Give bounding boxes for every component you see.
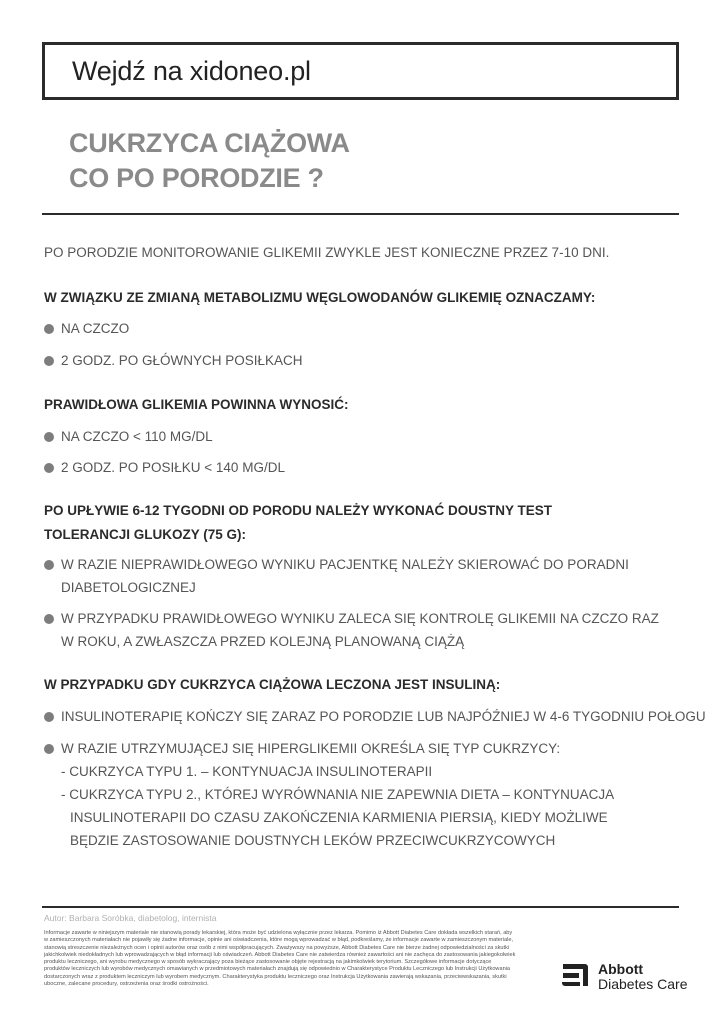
list-item: INSULINOTERAPIĘ KOŃCZY SIĘ ZARAZ PO PORODZIE LUB NAJPÓŹNIEJ W 4-6 TYGODNIU POŁOGU: [44, 705, 706, 728]
bottom-divider: [42, 906, 679, 908]
bullet-icon: [44, 356, 54, 366]
logo-brand-text: Abbott: [598, 961, 644, 977]
disclaimer-text: Informacje zawarte w niniejszym materiale nie stanowią porady lekarskiej, która może być udzielona wyłącznie przez lekarza. Pomimo iż Abbott Diabetes Care dokłada wszelkich starań, aby w zamieszczonych materiałach nie pojawiły się żadne informacje, opinie ani oświadczenia, które mogą wprowadzać w błąd, podkreślamy, że informacje zawarte w zamieszczonym materiale, stanowią streszczenie niezależnych ocen i opinii autorów oraz osób z nimi współpracujących. Zważywszy na powyższe, Abbott Diabetes Care nie bierze żadnej odpowiedzialności za skutki jakichkolwiek niedokładnych lub wprowadzających w błąd informacji lub oświadczeń. Abbott Diabetes Care nie zatwierdza również zawartości ani nie zachęca do zastosowania jakiegokolwiek produktu leczniczego, ani wyrobu medycznego w sposób wykraczający poza bieżące zastosowanie objęte rejestracją na jakimkolwiek terytorium. Szczegółowe informacje dotyczące produktów leczniczych lub wyrobów medycznych omawianych w przedmiotowych materiałach znajdują się odpowiednio w Charakterystyce Produktu Leczniczego lub Instrukcji Użytkowania dostarczonych wraz z produktem leczniczym lub wyrobem medycznym. Charakterystyka produktu leczniczego oraz Instrukcja Użytkowania zawierają wskazania, przeciwwskazania, skutki uboczne, zalecane procedury, ostrzeżenia oraz środki ostrożności.: [44, 930, 516, 988]
section4-heading: W PRZYPADKU GDY CUKRZYCA CIĄŻOWA LECZONA JEST INSULINĄ:: [44, 677, 501, 692]
list-item: W RAZIE NIEPRAWIDŁOWEGO WYNIKU PACJENTKĘ NALEŻY SKIEROWAĆ DO PORADNI DIABETOLOGICZNEJ: [44, 553, 629, 599]
list-item: W RAZIE UTRZYMUJĄCEJ SIĘ HIPERGLIKEMII OKREŚLA SIĘ TYP CUKRZYCY: - CUKRZYCA TYPU 1. – KONTYNUACJA INSULINOTERAPII - CUKRZYCA TYPU 2., KTÓREJ WYRÓWNANIA NIE ZAPEWNIA DIETA – KONTYNUACJA INSULINOTERAPII DO CZASU ZAKOŃCZENIA KARMIENIA PIERSIĄ, KIEDY MOŻLIWE BĘDZIE ZASTOSOWANIE DOUSTNYCH LEKÓW PRZECIWCUKRZYCOWYCH: [44, 737, 614, 852]
header-url-text: Wejdź na xidoneo.pl: [72, 56, 311, 86]
logo-sub-text: Diabetes Care: [598, 976, 688, 992]
title-line-1: CUKRZYCA CIĄŻOWA: [69, 128, 350, 158]
section1-heading: W ZWIĄZKU ZE ZMIANĄ METABOLIZMU WĘGLOWODANÓW GLIKEMIĘ OZNACZAMY:: [44, 290, 596, 305]
list-item: W PRZYPADKU PRAWIDŁOWEGO WYNIKU ZALECA SIĘ KONTROLĘ GLIKEMII NA CZCZO RAZ W ROKU, A ZWŁASZCZA PRZED KOLEJNĄ PLANOWANĄ CIĄŻĄ: [44, 607, 659, 653]
title-line-2: CO PO PORODZIE ?: [69, 163, 324, 193]
bullet-icon: [44, 560, 54, 570]
list-item: 2 GODZ. PO POSIŁKU < 140 MG/DL: [44, 456, 285, 479]
list-item: 2 GODZ. PO GŁÓWNYCH POSIŁKACH: [44, 349, 303, 372]
bullet-icon: [44, 432, 54, 442]
section3-heading: PO UPŁYWIE 6-12 TYGODNI OD PORODU NALEŻY WYKONAĆ DOUSTNY TEST TOLERANCJI GLUKOZY (75 G):: [44, 503, 553, 542]
list-item: NA CZCZO: [44, 317, 129, 340]
bullet-icon: [44, 463, 54, 473]
top-divider: [42, 213, 679, 215]
page-title: [69, 126, 350, 196]
abbott-logo: [560, 960, 690, 996]
bullet-icon: [44, 712, 54, 722]
list-item: NA CZCZO < 110 MG/DL: [44, 425, 213, 448]
section2-heading: PRAWIDŁOWA GLIKEMIA POWINNA WYNOSIĆ:: [44, 397, 349, 412]
bullet-icon: [44, 614, 54, 624]
intro-text: PO PORODZIE MONITOROWANIE GLIKEMII ZWYKLE JEST KONIECZNE PRZEZ 7-10 DNI.: [44, 245, 610, 260]
bullet-icon: [44, 744, 54, 754]
abbott-logo-icon: [560, 960, 590, 990]
bullet-icon: [44, 324, 54, 334]
author-credit: Autor: Barbara Soróbka, diabetolog, internista: [44, 913, 217, 923]
header-url-box: [42, 42, 679, 100]
